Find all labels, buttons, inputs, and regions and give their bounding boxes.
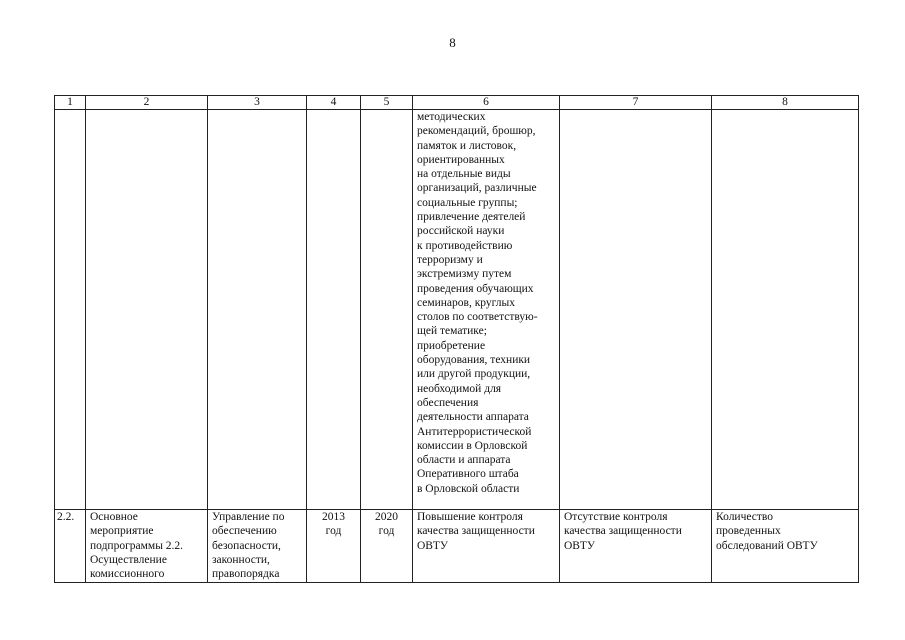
cell-empty <box>208 110 307 510</box>
cell-empty <box>361 110 413 510</box>
cell-measures-continuation: методических рекомендаций, брошюр, памяток и листовок, ориентированных на отдельные виды организаций, различные социальные группы; привлечение деятелей российской науки к противодействию терроризму и экстремизму путем проведения обучающих семинаров, круглых столов по соответствую- щей тематике; приобретение оборудования, техники или другой продукции, необходимой для обеспечения деятельности аппарата Антитеррористической комиссии в Орловской области и аппарата Оперативного штаба в Орловской области <box>413 110 560 510</box>
header-col-2: 2 <box>86 96 208 110</box>
cell-empty <box>86 110 208 510</box>
cell-consequences: Отсутствие контроля качества защищенности ОВТУ <box>560 510 712 583</box>
cell-end-year: 2020 год <box>361 510 413 583</box>
cell-indicator: Количество проведенных обследований ОВТУ <box>712 510 859 583</box>
header-col-4: 4 <box>307 96 361 110</box>
header-col-7: 7 <box>560 96 712 110</box>
cell-row-number: 2.2. <box>55 510 86 583</box>
cell-empty <box>307 110 361 510</box>
program-table <box>54 95 859 583</box>
cell-event-name: Основное мероприятие подпрограммы 2.2. Осуществление комиссионного <box>86 510 208 583</box>
header-col-8: 8 <box>712 96 859 110</box>
table-row-2-2 <box>55 510 859 583</box>
cell-expected-result: Повышение контроля качества защищенности ОВТУ <box>413 510 560 583</box>
header-col-1: 1 <box>55 96 86 110</box>
cell-start-year: 2013 год <box>307 510 361 583</box>
cell-empty <box>560 110 712 510</box>
header-col-6: 6 <box>413 96 560 110</box>
table-header-row <box>55 96 859 110</box>
header-col-5: 5 <box>361 96 413 110</box>
cell-empty <box>712 110 859 510</box>
header-col-3: 3 <box>208 96 307 110</box>
cell-empty <box>55 110 86 510</box>
table-row-continuation <box>55 110 859 510</box>
page-number: 8 <box>449 35 456 50</box>
cell-executor: Управление по обеспечению безопасности, законности, правопорядка <box>208 510 307 583</box>
